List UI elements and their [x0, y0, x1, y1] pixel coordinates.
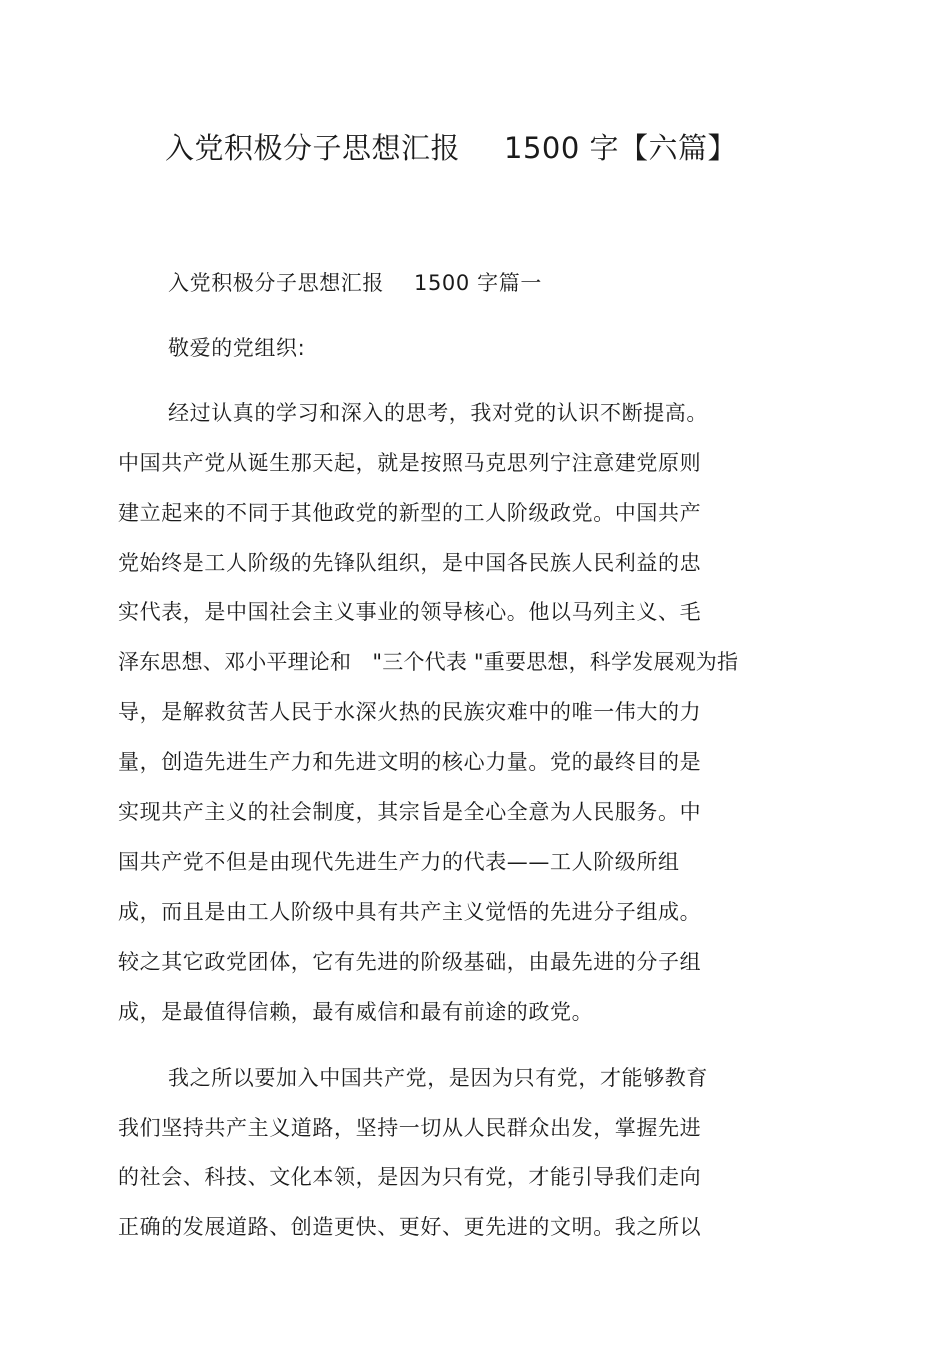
paragraph-line: 正确的发展道路、创造更快、更好、更先进的文明。我之所以 [118, 1215, 702, 1239]
paragraph-line: 较之其它政党团体，它有先进的阶级基础，由最先进的分子组 [118, 950, 702, 974]
paragraph-line: 中国共产党从诞生那天起，就是按照马克思列宁注意建党原则 [118, 451, 702, 475]
paragraph-line: 我之所以要加入中国共产党，是因为只有党，才能够教育 [168, 1066, 708, 1090]
paragraph-line: 建立起来的不同于其他政党的新型的工人阶级政党。中国共产 [118, 501, 702, 525]
document-title [165, 128, 737, 168]
paragraph-line: 我们坚持共产主义道路，坚持一切从人民群众出发，掌握先进 [118, 1116, 702, 1140]
title-main: 入党积极分子思想汇报 [165, 131, 461, 165]
section-heading [168, 268, 542, 298]
paragraph-line: 国共产党不但是由现代先进生产力的代表——工人阶级所组 [118, 850, 680, 874]
salutation: 敬爱的党组织: [168, 336, 306, 360]
paragraph-line: 的社会、科技、文化本领，是因为只有党，才能引导我们走向 [118, 1165, 702, 1189]
paragraph-line: 成，而且是由工人阶级中具有共产主义觉悟的先进分子组成。 [118, 900, 702, 924]
paragraph-line: 导，是解救贫苦人民于水深火热的民族灾难中的唯一伟大的力 [118, 700, 702, 724]
section-heading-suffix: 1500 字篇一 [414, 271, 542, 295]
paragraph-line: 实现共产主义的社会制度，其宗旨是全心全意为人民服务。中 [118, 800, 702, 824]
paragraph-line: 实代表，是中国社会主义事业的领导核心。他以马列主义、毛 [118, 600, 702, 624]
section-heading-main: 入党积极分子思想汇报 [168, 271, 384, 295]
title-suffix: 1500 字【六篇】 [504, 131, 738, 165]
paragraph-line: 泽东思想、邓小平理论和 "三个代表 "重要思想，科学发展观为指 [118, 650, 739, 674]
paragraph-line: 经过认真的学习和深入的思考，我对党的认识不断提高。 [168, 401, 708, 425]
paragraph-line: 成，是最值得信赖，最有威信和最有前途的政党。 [118, 1000, 594, 1024]
paragraph-line: 党始终是工人阶级的先锋队组织，是中国各民族人民利益的忠 [118, 551, 702, 575]
paragraph-line: 量，创造先进生产力和先进文明的核心力量。党的最终目的是 [118, 750, 702, 774]
